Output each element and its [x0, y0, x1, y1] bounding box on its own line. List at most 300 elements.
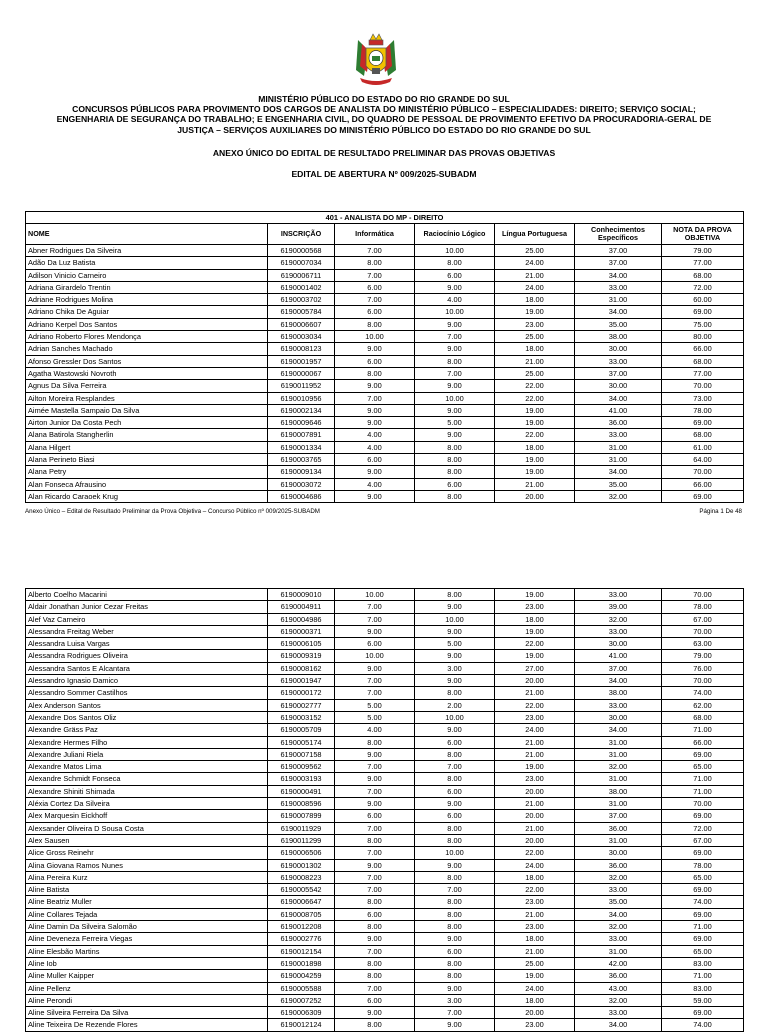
score-cell: 8.00: [415, 773, 495, 785]
table-row: [26, 662, 744, 674]
registration-cell: 6190011929: [268, 822, 335, 834]
score-cell: 6.00: [335, 281, 415, 293]
score-cell: 8.00: [415, 257, 495, 269]
candidate-name-cell: Alan Fonseca Afrausino: [26, 478, 268, 490]
score-cell: 9.00: [335, 1007, 415, 1019]
score-cell: 83.00: [662, 957, 744, 969]
registration-cell: 6190002777: [268, 699, 335, 711]
score-cell: 9.00: [415, 318, 495, 330]
score-cell: 33.00: [575, 884, 662, 896]
registration-cell: 6190003152: [268, 711, 335, 723]
score-cell: 30.00: [575, 847, 662, 859]
score-cell: 6.00: [335, 638, 415, 650]
table-row: [26, 601, 744, 613]
score-cell: 23.00: [495, 318, 575, 330]
score-cell: 22.00: [495, 638, 575, 650]
score-cell: 10.00: [415, 392, 495, 404]
table-row: [26, 331, 744, 343]
column-header: Conhecimentos Específicos: [575, 224, 662, 245]
registration-cell: 6190009562: [268, 761, 335, 773]
table-row: [26, 454, 744, 466]
score-cell: 34.00: [575, 675, 662, 687]
score-cell: 6.00: [415, 785, 495, 797]
score-cell: 7.00: [415, 1007, 495, 1019]
score-cell: 6.00: [415, 736, 495, 748]
table-row: [26, 736, 744, 748]
score-cell: 76.00: [662, 662, 744, 674]
table-row: [26, 859, 744, 871]
score-cell: 7.00: [335, 982, 415, 994]
table-row: [26, 613, 744, 625]
score-cell: 8.00: [335, 970, 415, 982]
score-cell: 23.00: [495, 921, 575, 933]
score-cell: 18.00: [495, 613, 575, 625]
score-cell: 18.00: [495, 294, 575, 306]
score-cell: 9.00: [335, 466, 415, 478]
score-cell: 32.00: [575, 761, 662, 773]
footer-text: Anexo Único – Edital de Resultado Preliminar da Prova Objetiva – Concurso Público nº 009/2025-SUBADM: [25, 508, 320, 515]
score-cell: 8.00: [415, 687, 495, 699]
score-cell: 60.00: [662, 294, 744, 306]
candidate-name-cell: Aline Batista: [26, 884, 268, 896]
table-row: [26, 478, 744, 490]
table-row: [26, 441, 744, 453]
score-cell: 31.00: [575, 294, 662, 306]
candidate-name-cell: Aline Deveneza Ferreira Viegas: [26, 933, 268, 945]
registration-cell: 6190012208: [268, 921, 335, 933]
score-cell: 2.00: [415, 699, 495, 711]
table-body: [26, 245, 744, 503]
score-cell: 8.00: [335, 921, 415, 933]
score-cell: 9.00: [415, 798, 495, 810]
score-cell: 21.00: [495, 822, 575, 834]
registration-cell: 6190008123: [268, 343, 335, 355]
score-cell: 7.00: [335, 687, 415, 699]
score-cell: 8.00: [415, 441, 495, 453]
table-row: [26, 699, 744, 711]
table-row: [26, 589, 744, 601]
candidate-name-cell: Alina Pereira Kurz: [26, 871, 268, 883]
registration-cell: 6190005588: [268, 982, 335, 994]
table-row: [26, 847, 744, 859]
score-cell: 20.00: [495, 785, 575, 797]
score-cell: 8.00: [335, 736, 415, 748]
registration-cell: 6190006711: [268, 269, 335, 281]
score-cell: 69.00: [662, 417, 744, 429]
table-row: [26, 748, 744, 760]
score-cell: 24.00: [495, 281, 575, 293]
registration-cell: 6190010956: [268, 392, 335, 404]
score-cell: 21.00: [495, 355, 575, 367]
score-cell: 7.00: [335, 294, 415, 306]
score-cell: 77.00: [662, 257, 744, 269]
score-cell: 9.00: [415, 859, 495, 871]
score-cell: 9.00: [335, 662, 415, 674]
candidate-name-cell: Aline Beatriz Muller: [26, 896, 268, 908]
score-cell: 9.00: [415, 625, 495, 637]
score-cell: 65.00: [662, 945, 744, 957]
score-cell: 22.00: [495, 884, 575, 896]
column-header: Informática: [335, 224, 415, 245]
score-cell: 4.00: [335, 724, 415, 736]
score-cell: 69.00: [662, 490, 744, 502]
score-cell: 30.00: [575, 711, 662, 723]
score-cell: 9.00: [335, 490, 415, 502]
table-row: [26, 687, 744, 699]
table-row: [26, 884, 744, 896]
coat-of-arms-icon: [354, 30, 398, 86]
registration-cell: 6190007891: [268, 429, 335, 441]
score-cell: 9.00: [335, 343, 415, 355]
registration-cell: 6190007899: [268, 810, 335, 822]
score-cell: 36.00: [575, 417, 662, 429]
score-cell: 8.00: [415, 871, 495, 883]
candidate-name-cell: Alice Gross Reinehr: [26, 847, 268, 859]
table-row: [26, 318, 744, 330]
registration-cell: 6190007252: [268, 994, 335, 1006]
column-header: Raciocínio Lógico: [415, 224, 495, 245]
registration-cell: 6190003034: [268, 331, 335, 343]
score-cell: 31.00: [575, 454, 662, 466]
score-cell: 4.00: [335, 478, 415, 490]
candidate-name-cell: Agatha Wastowski Novroth: [26, 367, 268, 379]
score-cell: 21.00: [495, 945, 575, 957]
table-row: [26, 650, 744, 662]
score-cell: 77.00: [662, 367, 744, 379]
score-cell: 24.00: [495, 724, 575, 736]
score-cell: 9.00: [335, 773, 415, 785]
table-row: [26, 269, 744, 281]
score-cell: 6.00: [415, 269, 495, 281]
score-cell: 5.00: [415, 638, 495, 650]
score-cell: 70.00: [662, 380, 744, 392]
score-cell: 21.00: [495, 687, 575, 699]
score-cell: 7.00: [335, 761, 415, 773]
registration-cell: 6190000172: [268, 687, 335, 699]
table-row: [26, 404, 744, 416]
document-header: [20, 94, 748, 135]
score-cell: 8.00: [335, 367, 415, 379]
score-cell: 7.00: [415, 761, 495, 773]
table-row: [26, 392, 744, 404]
candidate-name-cell: Alan Ricardo Caraoek Krug: [26, 490, 268, 502]
candidate-name-cell: Alana Batirola Stangherlin: [26, 429, 268, 441]
candidate-name-cell: Alexandre Schmidt Fonseca: [26, 773, 268, 785]
score-cell: 68.00: [662, 355, 744, 367]
registration-cell: 6190011299: [268, 834, 335, 846]
candidate-name-cell: Alef Vaz Carneiro: [26, 613, 268, 625]
score-cell: 33.00: [575, 933, 662, 945]
score-cell: 71.00: [662, 970, 744, 982]
score-cell: 9.00: [415, 429, 495, 441]
score-cell: 71.00: [662, 785, 744, 797]
registration-cell: 6190003702: [268, 294, 335, 306]
score-cell: 21.00: [495, 478, 575, 490]
score-cell: 33.00: [575, 625, 662, 637]
score-cell: 71.00: [662, 724, 744, 736]
score-cell: 5.00: [335, 711, 415, 723]
score-cell: 10.00: [335, 331, 415, 343]
table-row: [26, 675, 744, 687]
score-cell: 6.00: [335, 355, 415, 367]
score-cell: 35.00: [575, 478, 662, 490]
registration-cell: 6190011952: [268, 380, 335, 392]
score-cell: 8.00: [335, 896, 415, 908]
candidate-name-cell: Alex Anderson Santos: [26, 699, 268, 711]
score-cell: 66.00: [662, 478, 744, 490]
registration-cell: 6190001402: [268, 281, 335, 293]
score-cell: 8.00: [415, 834, 495, 846]
score-cell: 9.00: [415, 1019, 495, 1031]
score-cell: 64.00: [662, 454, 744, 466]
score-cell: 25.00: [495, 245, 575, 257]
score-cell: 22.00: [495, 847, 575, 859]
score-cell: 8.00: [415, 908, 495, 920]
page-2: [0, 586, 768, 1030]
score-cell: 33.00: [575, 699, 662, 711]
score-cell: 74.00: [662, 687, 744, 699]
score-cell: 7.00: [335, 871, 415, 883]
score-cell: 69.00: [662, 306, 744, 318]
score-cell: 69.00: [662, 1007, 744, 1019]
candidate-name-cell: Aline Silveira Ferreira Da Silva: [26, 1007, 268, 1019]
score-cell: 24.00: [495, 859, 575, 871]
registration-cell: 6190012154: [268, 945, 335, 957]
score-cell: 74.00: [662, 1019, 744, 1031]
score-cell: 32.00: [575, 490, 662, 502]
registration-cell: 6190008596: [268, 798, 335, 810]
score-cell: 8.00: [415, 921, 495, 933]
score-cell: 66.00: [662, 343, 744, 355]
score-cell: 79.00: [662, 245, 744, 257]
score-cell: 70.00: [662, 798, 744, 810]
score-cell: 19.00: [495, 625, 575, 637]
candidate-name-cell: Alessandra Santos E Alcantara: [26, 662, 268, 674]
table-row: [26, 822, 744, 834]
score-cell: 37.00: [575, 367, 662, 379]
score-cell: 31.00: [575, 834, 662, 846]
score-cell: 33.00: [575, 589, 662, 601]
score-cell: 6.00: [335, 454, 415, 466]
score-cell: 7.00: [335, 392, 415, 404]
score-cell: 7.00: [415, 331, 495, 343]
table-row: [26, 466, 744, 478]
results-table-page-2: [25, 588, 744, 1032]
score-cell: 35.00: [575, 896, 662, 908]
score-cell: 22.00: [495, 699, 575, 711]
table-row: [26, 1019, 744, 1031]
registration-cell: 6190005784: [268, 306, 335, 318]
score-cell: 37.00: [575, 245, 662, 257]
score-cell: 20.00: [495, 834, 575, 846]
header-line: ENGENHARIA DE SEGURANÇA DO TRABALHO; E ENGENHARIA CIVIL, DO QUADRO DE PESSOAL DE PROVIMENTO EFETIVO DA PROCURADORIA-GERAL DE: [56, 114, 712, 125]
score-cell: 24.00: [495, 257, 575, 269]
score-cell: 9.00: [415, 650, 495, 662]
score-cell: 18.00: [495, 343, 575, 355]
score-cell: 22.00: [495, 429, 575, 441]
candidate-name-cell: Alana Perineto Biasi: [26, 454, 268, 466]
score-cell: 78.00: [662, 859, 744, 871]
candidate-name-cell: Aline Pellenz: [26, 982, 268, 994]
score-cell: 19.00: [495, 417, 575, 429]
score-cell: 25.00: [495, 331, 575, 343]
score-cell: 68.00: [662, 269, 744, 281]
score-cell: 30.00: [575, 380, 662, 392]
table-row: [26, 429, 744, 441]
candidate-name-cell: Alessandra Freitag Weber: [26, 625, 268, 637]
score-cell: 19.00: [495, 761, 575, 773]
score-cell: 70.00: [662, 675, 744, 687]
registration-cell: 6190003072: [268, 478, 335, 490]
score-cell: 33.00: [575, 429, 662, 441]
score-cell: 19.00: [495, 454, 575, 466]
score-cell: 69.00: [662, 810, 744, 822]
table-row: [26, 957, 744, 969]
table-row: [26, 417, 744, 429]
table-row: [26, 724, 744, 736]
score-cell: 4.00: [335, 441, 415, 453]
page-number: Página 1 De 48: [699, 508, 742, 515]
candidate-name-cell: Agnus Da Silva Ferreira: [26, 380, 268, 392]
candidate-name-cell: Aline Perondi: [26, 994, 268, 1006]
registration-cell: 6190000491: [268, 785, 335, 797]
candidate-name-cell: Adilson Vinicio Carneiro: [26, 269, 268, 281]
registration-cell: 6190004686: [268, 490, 335, 502]
score-cell: 8.00: [335, 1019, 415, 1031]
candidate-name-cell: Adriane Rodrigues Molina: [26, 294, 268, 306]
candidate-name-cell: Aimée Mastella Sampaio Da Silva: [26, 404, 268, 416]
column-header: NOME: [26, 224, 268, 245]
score-cell: 23.00: [495, 1019, 575, 1031]
score-cell: 30.00: [575, 638, 662, 650]
candidate-name-cell: Adriano Chika De Aguiar: [26, 306, 268, 318]
score-cell: 21.00: [495, 908, 575, 920]
registration-cell: 6190006105: [268, 638, 335, 650]
score-cell: 38.00: [575, 687, 662, 699]
score-cell: 9.00: [415, 675, 495, 687]
score-cell: 67.00: [662, 834, 744, 846]
registration-cell: 6190002134: [268, 404, 335, 416]
score-cell: 34.00: [575, 269, 662, 281]
score-cell: 39.00: [575, 601, 662, 613]
score-cell: 7.00: [335, 601, 415, 613]
registration-cell: 6190008223: [268, 871, 335, 883]
score-cell: 8.00: [335, 834, 415, 846]
registration-cell: 6190006506: [268, 847, 335, 859]
column-header: Língua Portuguesa: [495, 224, 575, 245]
score-cell: 7.00: [415, 884, 495, 896]
score-cell: 34.00: [575, 908, 662, 920]
score-cell: 10.00: [415, 711, 495, 723]
score-cell: 37.00: [575, 662, 662, 674]
score-cell: 27.00: [495, 662, 575, 674]
candidate-name-cell: Alex Marquesin Eickhoff: [26, 810, 268, 822]
table-row: [26, 625, 744, 637]
candidate-name-cell: Alessandro Ignasio Damico: [26, 675, 268, 687]
candidate-name-cell: Alexandre Shiniti Shimada: [26, 785, 268, 797]
annex-title: ANEXO ÚNICO DO EDITAL DE RESULTADO PRELIMINAR DAS PROVAS OBJETIVAS: [212, 148, 556, 158]
candidate-name-cell: Alexandre Dos Santos Oliz: [26, 711, 268, 723]
score-cell: 7.00: [415, 367, 495, 379]
score-cell: 65.00: [662, 761, 744, 773]
score-cell: 68.00: [662, 429, 744, 441]
score-cell: 7.00: [335, 847, 415, 859]
score-cell: 33.00: [575, 281, 662, 293]
score-cell: 31.00: [575, 798, 662, 810]
candidate-name-cell: Aline Damin Da Silveira Salomão: [26, 921, 268, 933]
score-cell: 21.00: [495, 269, 575, 281]
score-cell: 9.00: [415, 982, 495, 994]
candidate-name-cell: Afonso Gressler Dos Santos: [26, 355, 268, 367]
score-cell: 20.00: [495, 810, 575, 822]
candidate-name-cell: Alexandre Matos Lima: [26, 761, 268, 773]
candidate-name-cell: Alina Giovana Ramos Nunes: [26, 859, 268, 871]
table-row: [26, 490, 744, 502]
registration-cell: 6190008162: [268, 662, 335, 674]
candidate-name-cell: Alex Sausen: [26, 834, 268, 846]
registration-cell: 6190001334: [268, 441, 335, 453]
score-cell: 20.00: [495, 675, 575, 687]
candidate-name-cell: Alana Hilgert: [26, 441, 268, 453]
score-cell: 8.00: [415, 490, 495, 502]
table-row: [26, 834, 744, 846]
score-cell: 8.00: [335, 318, 415, 330]
score-cell: 41.00: [575, 650, 662, 662]
table-row: [26, 810, 744, 822]
registration-cell: 6190009134: [268, 466, 335, 478]
table-row: [26, 982, 744, 994]
candidate-name-cell: Aline Iob: [26, 957, 268, 969]
score-cell: 19.00: [495, 970, 575, 982]
table-row: [26, 257, 744, 269]
registration-cell: 6190002776: [268, 933, 335, 945]
score-cell: 7.00: [335, 269, 415, 281]
table-row: [26, 711, 744, 723]
score-cell: 25.00: [495, 957, 575, 969]
candidate-name-cell: Alexandre Hermes Filho: [26, 736, 268, 748]
registration-cell: 6190001947: [268, 675, 335, 687]
table-row: [26, 773, 744, 785]
score-cell: 9.00: [335, 625, 415, 637]
candidate-name-cell: Adriano Roberto Flores Mendonça: [26, 331, 268, 343]
score-cell: 61.00: [662, 441, 744, 453]
score-cell: 7.00: [335, 884, 415, 896]
score-cell: 6.00: [415, 478, 495, 490]
score-cell: 32.00: [575, 871, 662, 883]
score-cell: 9.00: [415, 404, 495, 416]
score-cell: 18.00: [495, 871, 575, 883]
score-cell: 18.00: [495, 933, 575, 945]
score-cell: 25.00: [495, 367, 575, 379]
score-cell: 42.00: [575, 957, 662, 969]
score-cell: 69.00: [662, 847, 744, 859]
score-cell: 8.00: [415, 454, 495, 466]
table-row: [26, 294, 744, 306]
score-cell: 80.00: [662, 331, 744, 343]
score-cell: 8.00: [335, 257, 415, 269]
score-cell: 66.00: [662, 736, 744, 748]
registration-cell: 6190009010: [268, 589, 335, 601]
registration-cell: 6190009319: [268, 650, 335, 662]
score-cell: 78.00: [662, 601, 744, 613]
score-cell: 5.00: [415, 417, 495, 429]
candidate-name-cell: Adrian Sanches Machado: [26, 343, 268, 355]
score-cell: 41.00: [575, 404, 662, 416]
candidate-name-cell: Alessandro Sommer Castilhos: [26, 687, 268, 699]
page-gap: [0, 528, 768, 586]
score-cell: 69.00: [662, 908, 744, 920]
score-cell: 9.00: [335, 933, 415, 945]
